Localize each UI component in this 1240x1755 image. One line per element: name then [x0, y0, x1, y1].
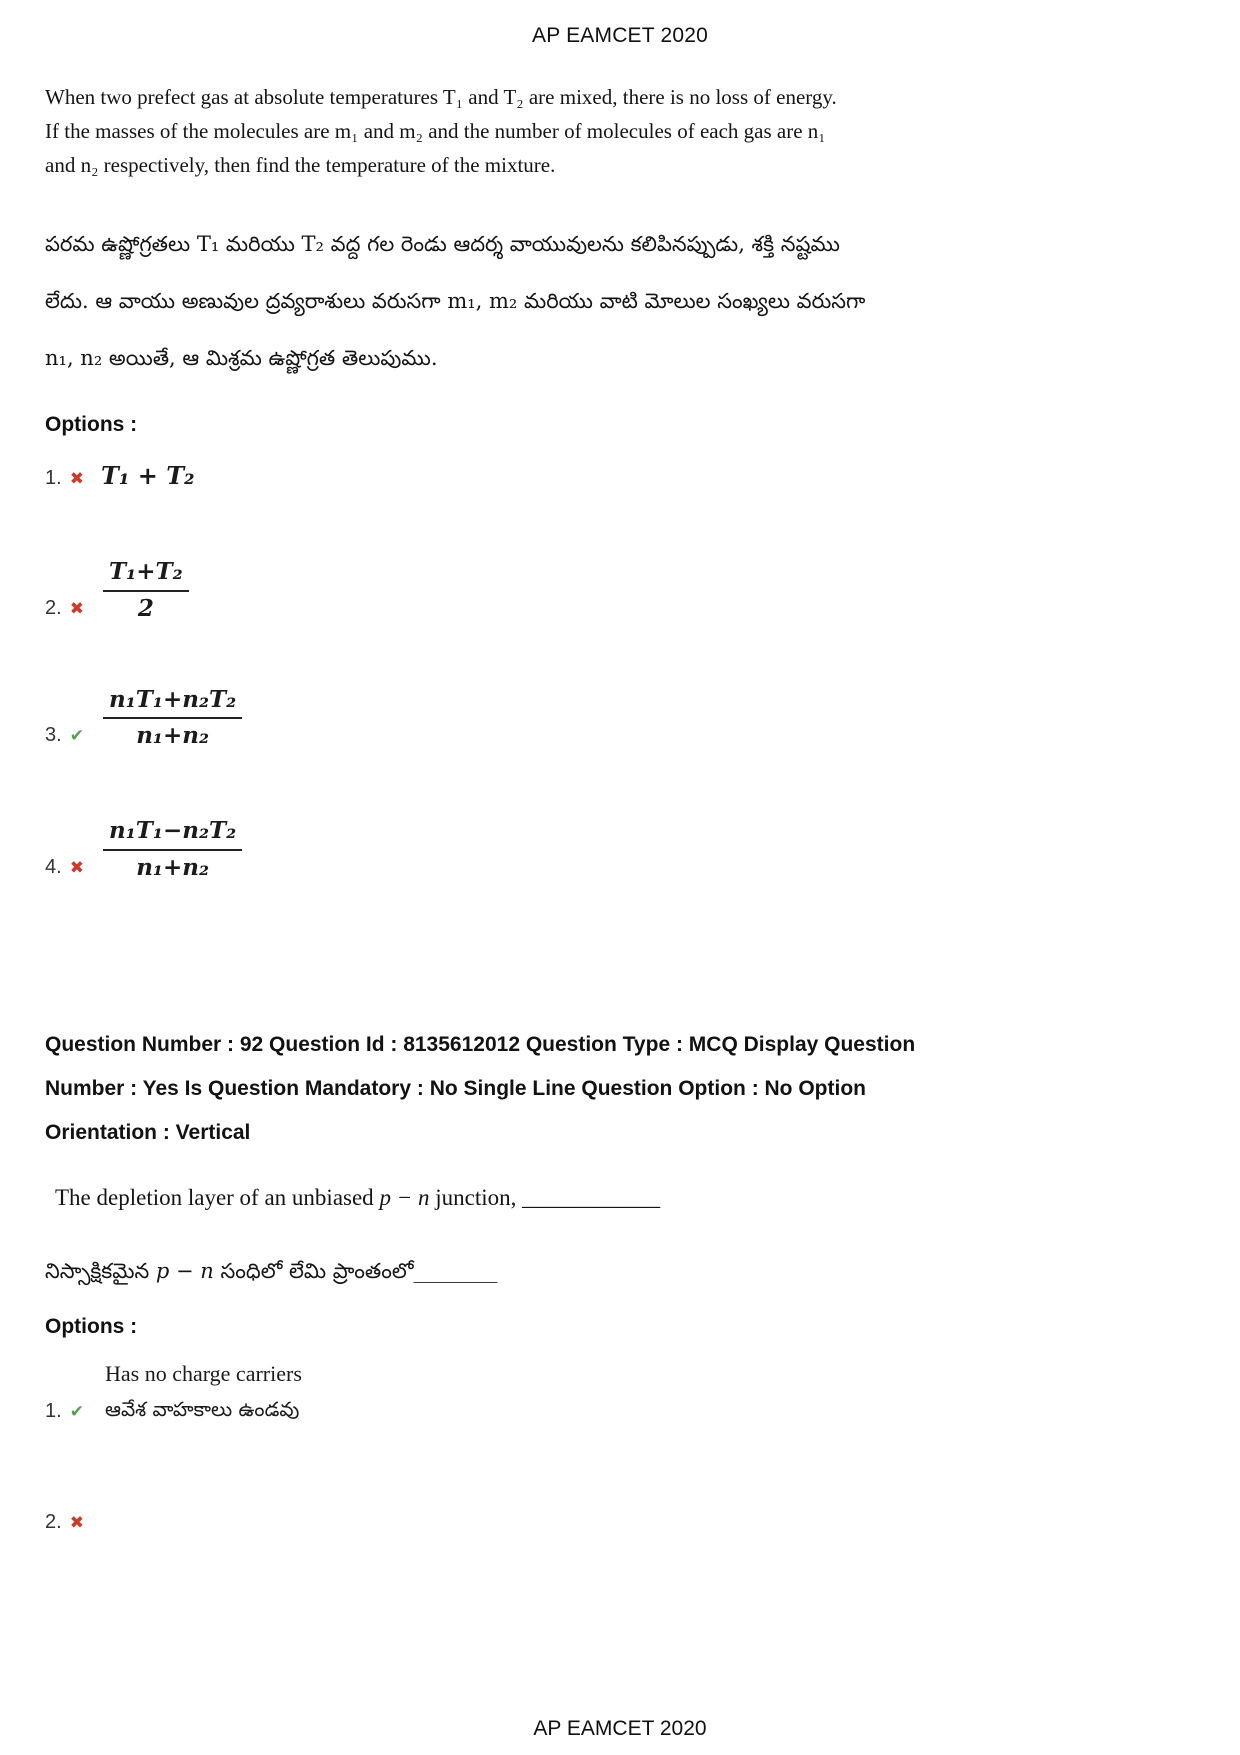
fraction-numerator: n₁T₁−n₂T₂ [103, 817, 242, 851]
wrong-icon: ✖ [69, 598, 84, 618]
page-footer-title: AP EAMCET 2020 [533, 1717, 707, 1740]
option-telugu-text: ఆవేశ వాహకాలు ఉండవు [105, 1396, 300, 1421]
option-number: 2. [45, 1510, 62, 1533]
option-number: 4. [45, 855, 62, 878]
option-english-text: Has no charge carriers [105, 1360, 302, 1386]
option-number: 1. [45, 1399, 62, 1422]
question-english-line: If the masses of the molecules are m₁ and m₂ and the number of molecules of each gas are n₁ [45, 119, 826, 143]
question-92-telugu-var: p − n [155, 1258, 214, 1283]
question-english-line: and n₂ respectively, then find the temperature of the mixture. [45, 153, 556, 177]
option-texts [105, 1357, 302, 1427]
option-row-2 [45, 1511, 1195, 1538]
option-fraction [103, 686, 242, 752]
option-row-3 [45, 686, 1195, 752]
question-metadata-line: Question Number : 92 Question Id : 8135612012 Question Type : MCQ Display Question [45, 1032, 916, 1056]
fraction-denominator: n₁+n₂ [136, 722, 210, 750]
option-row-4 [45, 817, 1195, 883]
question-92-telugu-pre: నిస్సాక్షికమైన [45, 1258, 156, 1283]
question-metadata-line: Number : Yes Is Question Mandatory : No Single Line Question Option : No Option [45, 1076, 866, 1100]
fraction-numerator: n₁T₁+n₂T₂ [103, 686, 242, 720]
option-number: 1. [45, 467, 62, 489]
question-92-english-post: junction, ____________ [429, 1184, 661, 1210]
option-marker [45, 597, 101, 624]
fraction-denominator: n₁+n₂ [136, 853, 210, 881]
question-92-english-pre: The depletion layer of an unbiased [55, 1184, 380, 1210]
question-telugu-line: n₁, n₂ అయితే, ఆ మిశ్రమ ఉష్ణోగ్రత తెలుపుము. [45, 346, 438, 370]
question-telugu-line: లేదు. ఆ వాయు అణువుల ద్రవ్యరాశులు వరుసగా m₁, m₂ మరియు వాటి మోలుల సంఖ్యలు వరుసగా [45, 289, 866, 313]
wrong-icon: ✖ [69, 1512, 84, 1532]
question-92-english [45, 1185, 1195, 1211]
option-marker [45, 467, 101, 494]
fraction-denominator: 2 [137, 594, 154, 622]
question-metadata-line: Orientation : Vertical [45, 1120, 251, 1144]
option-number: 3. [45, 724, 62, 746]
fraction-numerator: T₁+T₂ [103, 558, 189, 592]
question-92-english-var: p − n [379, 1184, 430, 1210]
option-marker [45, 856, 101, 883]
option-row-2 [45, 558, 1195, 624]
question-92-telugu [45, 1259, 1195, 1289]
question-english-line: When two prefect gas at absolute temperatures T₁ and T₂ are mixed, there is no loss of energy. [45, 85, 837, 109]
option-number: 2. [45, 596, 62, 619]
question-92-telugu-post: సంధిలో లేమి ప్రాంతంలో________ [213, 1258, 498, 1283]
option-expression: T₁ + T₂ [101, 461, 195, 490]
options-label: Options : [45, 1314, 138, 1338]
wrong-icon: ✖ [69, 857, 84, 877]
option-row-1 [45, 1357, 1195, 1427]
option-marker [45, 1511, 101, 1538]
option-marker [45, 724, 101, 751]
option-fraction [103, 817, 242, 883]
question-english-text [45, 80, 1195, 182]
question-telugu-line: పరమ ఉష్ణోగ్రతలు T₁ మరియు T₂ వద్ద గల రెండు ఆదర్శ వాయువులను కలిపినప్పుడు, శక్తి నష్టము [45, 232, 840, 256]
option-fraction [103, 558, 189, 624]
question-metadata [45, 1023, 1195, 1155]
options-label: Options : [45, 413, 138, 436]
check-icon: ✔ [69, 726, 84, 745]
option-marker [45, 1400, 101, 1427]
wrong-icon: ✖ [69, 469, 84, 488]
question-telugu-text [45, 216, 1195, 387]
check-icon: ✔ [69, 1401, 84, 1421]
option-row-1 [45, 461, 1195, 494]
page-header-title: AP EAMCET 2020 [532, 24, 708, 47]
